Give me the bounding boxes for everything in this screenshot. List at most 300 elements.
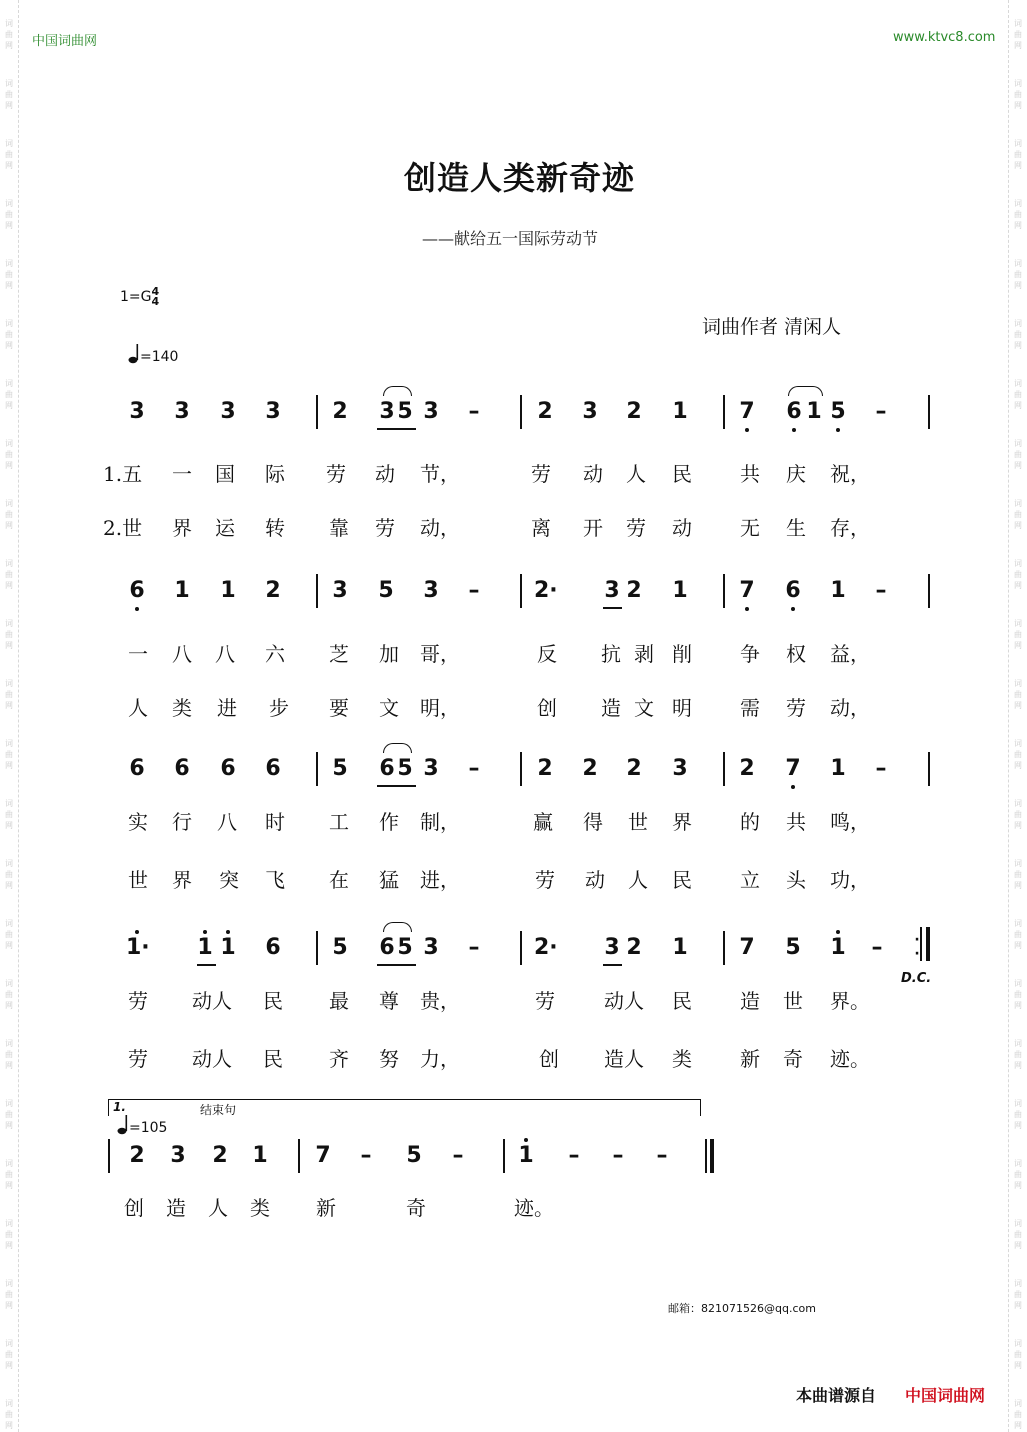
bar-line xyxy=(723,931,725,965)
lyric-verse1: 劳 xyxy=(128,989,148,1013)
note: 6 xyxy=(783,398,805,426)
lyric-verse1: 行 xyxy=(172,810,192,834)
note: 5 xyxy=(827,398,849,426)
note: 1 xyxy=(174,578,190,603)
note: – xyxy=(568,1143,580,1168)
bar-line xyxy=(520,752,522,786)
note-underline xyxy=(377,785,416,787)
note: 2 xyxy=(626,578,642,603)
lyric-verse1: 剥 xyxy=(634,642,654,666)
lyric-ending: 新 xyxy=(316,1196,336,1220)
footer-source-site[interactable]: 中国词曲网 xyxy=(905,1386,986,1405)
lyric-verse2: 2.世 xyxy=(103,516,143,540)
note: – xyxy=(452,1143,464,1168)
lyric-verse2: 劳 xyxy=(375,516,395,540)
watermark-stamp: 词 曲 网 xyxy=(5,679,13,710)
watermark-stamp: 词 曲 网 xyxy=(1014,1279,1022,1310)
watermark-stamp: 词 曲 网 xyxy=(1014,499,1022,530)
bar-line xyxy=(316,931,318,965)
lyric-verse1: 祝， xyxy=(830,462,870,486)
note: 1 xyxy=(220,578,236,603)
lyric-verse1: 工 xyxy=(329,810,349,834)
note: 7 xyxy=(736,398,758,426)
watermark-stamp: 词 曲 网 xyxy=(5,1219,13,1250)
note: 2 xyxy=(265,578,281,603)
watermark-stamp: 词 曲 网 xyxy=(1014,739,1022,770)
lyric-verse2: 存， xyxy=(830,516,870,540)
slur xyxy=(383,743,412,753)
note: – xyxy=(468,399,480,424)
note: 7 xyxy=(782,755,804,783)
volta-number: 1. xyxy=(113,1100,126,1114)
watermark-stamp: 词 曲 网 xyxy=(5,559,13,590)
note-underline xyxy=(197,964,216,966)
lyric-verse2: 运 xyxy=(215,516,235,540)
note: – xyxy=(875,399,887,424)
lyric-verse2: 明， xyxy=(420,696,460,720)
note: 6 xyxy=(265,756,281,781)
repeat-dot: · xyxy=(914,932,920,948)
lyric-verse2: 需 xyxy=(740,696,760,720)
time-sig-top: 4 xyxy=(151,285,160,298)
song-title: 创造人类新奇迹 xyxy=(404,159,636,197)
lyric-verse2: 立 xyxy=(740,868,760,892)
lyric-verse1: 争 xyxy=(740,642,760,666)
watermark-stamp: 词 曲 网 xyxy=(1014,1159,1022,1190)
bar-line xyxy=(705,1139,707,1173)
tempo-marking xyxy=(128,343,178,365)
lyric-verse1: 最 xyxy=(329,989,349,1013)
lyric-verse2: 转 xyxy=(265,516,285,540)
note: 5 xyxy=(332,935,348,960)
note: 1 xyxy=(217,934,239,962)
lyric-verse2: 进， xyxy=(420,868,460,892)
lyric-verse2: 造人 xyxy=(604,1047,644,1071)
bar-line xyxy=(316,752,318,786)
lyric-verse1: 世 xyxy=(783,989,803,1013)
watermark-stamp: 词 曲 网 xyxy=(5,499,13,530)
watermark-stamp: 词 曲 网 xyxy=(5,259,13,290)
lyric-verse2: 头 xyxy=(786,868,806,892)
watermark-stamp: 词 曲 网 xyxy=(5,1339,13,1370)
footer-source-label: 本曲谱源自 xyxy=(796,1386,877,1405)
lyric-verse1: 制， xyxy=(420,810,460,834)
note: 3 xyxy=(379,399,395,424)
time-sig-bottom: 4 xyxy=(151,295,160,308)
note: – xyxy=(468,935,480,960)
lyric-verse1: 八 xyxy=(217,810,237,834)
lyric-verse1: 一 xyxy=(172,462,192,486)
lyric-verse1: 世 xyxy=(628,810,648,834)
lyric-verse2: 劳 xyxy=(128,1047,148,1071)
watermark-stamp: 词 曲 网 xyxy=(5,439,13,470)
lyric-ending: 造 xyxy=(166,1196,186,1220)
lyric-verse1: 哥， xyxy=(420,642,460,666)
watermark-stamp: 词 曲 网 xyxy=(5,739,13,770)
note: 5 xyxy=(785,935,801,960)
watermark-stamp: 词 曲 网 xyxy=(1014,919,1022,950)
lyric-verse2: 人 xyxy=(628,868,648,892)
lyric-verse2: 努 xyxy=(379,1047,399,1071)
watermark-stamp: 词 曲 网 xyxy=(1014,1339,1022,1370)
note: 6 xyxy=(379,935,395,960)
lyric-verse1: 动 xyxy=(375,462,395,486)
quarter-note-icon xyxy=(117,1114,129,1136)
lyric-ending: 奇 xyxy=(406,1196,426,1220)
watermark-stamp: 词 曲 网 xyxy=(1014,1399,1022,1430)
watermark-stamp: 词 曲 网 xyxy=(5,859,13,890)
lyric-verse1: 加 xyxy=(379,642,399,666)
lyric-verse1: 际 xyxy=(265,462,285,486)
bar-line xyxy=(723,395,725,429)
note: – xyxy=(468,756,480,781)
watermark-stamp: 词 曲 网 xyxy=(1014,439,1022,470)
note: 7 xyxy=(736,577,758,605)
note: 1 xyxy=(827,934,849,962)
watermark-stamp: 词 曲 网 xyxy=(5,1279,13,1310)
lyric-verse2: 文 xyxy=(634,696,654,720)
note: 2 xyxy=(626,756,642,781)
note: 2 xyxy=(537,399,553,424)
note: 6 xyxy=(265,935,281,960)
bar-line xyxy=(316,395,318,429)
lyric-verse2: 动 xyxy=(585,868,605,892)
note: 2 xyxy=(537,756,553,781)
lyric-verse1: 权 xyxy=(786,642,806,666)
watermark-stamp: 词 曲 网 xyxy=(5,199,13,230)
bar-line xyxy=(928,574,930,608)
watermark-stamp: 词 曲 网 xyxy=(1014,559,1022,590)
key-signature xyxy=(120,287,159,307)
note: 1 xyxy=(672,935,688,960)
lyric-verse1: 八 xyxy=(172,642,192,666)
note: 3 xyxy=(170,1143,186,1168)
note: 5 xyxy=(397,756,413,781)
lyric-verse1: 实 xyxy=(128,810,148,834)
note: 3 xyxy=(423,756,439,781)
note: 1 xyxy=(830,756,846,781)
note: 2 xyxy=(626,399,642,424)
note: 6 xyxy=(129,756,145,781)
lyric-verse1: 劳 xyxy=(535,989,555,1013)
note: 6 xyxy=(379,756,395,781)
note: 2 xyxy=(582,756,598,781)
watermark-stamp: 词 曲 网 xyxy=(1014,679,1022,710)
lyric-verse1: 贵， xyxy=(420,989,460,1013)
note: 5 xyxy=(406,1143,422,1168)
watermark-stamp: 词 曲 网 xyxy=(1014,199,1022,230)
lyric-verse1: 六 xyxy=(265,642,285,666)
watermark-stamp: 词 曲 网 xyxy=(5,619,13,650)
lyric-verse2: 齐 xyxy=(329,1047,349,1071)
lyric-verse2: 创 xyxy=(537,696,557,720)
watermark-stamp: 词 曲 网 xyxy=(5,19,13,50)
lyric-verse1: 八 xyxy=(215,642,235,666)
watermark-stamp: 词 曲 网 xyxy=(1014,1099,1022,1130)
note: 2 xyxy=(739,756,755,781)
lyric-verse1: 劳 xyxy=(326,462,346,486)
note: 2 xyxy=(129,1143,145,1168)
lyric-verse1: 民 xyxy=(672,462,692,486)
bar-line xyxy=(928,395,930,429)
note: 3 xyxy=(332,578,348,603)
note: – xyxy=(875,578,887,603)
lyric-verse2: 明 xyxy=(672,696,692,720)
note: 3 xyxy=(129,399,145,424)
lyric-verse2: 迹。 xyxy=(830,1047,870,1071)
note: – xyxy=(468,578,480,603)
watermark-stamp: 词 曲 网 xyxy=(1014,379,1022,410)
note: 2 xyxy=(626,935,642,960)
note: 5 xyxy=(332,756,348,781)
bar-line xyxy=(723,752,725,786)
lyric-verse1: 益， xyxy=(830,642,870,666)
note: 7 xyxy=(739,935,755,960)
watermark-stamp: 词 曲 网 xyxy=(5,1039,13,1070)
lyric-verse2: 飞 xyxy=(265,868,285,892)
bar-line xyxy=(723,574,725,608)
note: 6 xyxy=(126,577,148,605)
lyric-verse1: 芝 xyxy=(329,642,349,666)
slur xyxy=(383,922,412,932)
lyric-verse2: 类 xyxy=(172,696,192,720)
lyric-verse1: 人 xyxy=(626,462,646,486)
bar-line xyxy=(520,574,522,608)
lyric-verse2: 奇 xyxy=(783,1047,803,1071)
note-underline xyxy=(603,964,622,966)
lyric-verse2: 靠 xyxy=(329,516,349,540)
lyric-verse2: 开 xyxy=(583,516,603,540)
bar-line xyxy=(298,1139,300,1173)
lyric-verse2: 在 xyxy=(329,868,349,892)
note: 3 xyxy=(582,399,598,424)
watermark-stamp: 词 曲 网 xyxy=(5,139,13,170)
lyric-verse1: 民 xyxy=(672,989,692,1013)
watermark-stamp: 词 曲 网 xyxy=(5,1159,13,1190)
watermark-stamp: 词 曲 网 xyxy=(1014,799,1022,830)
bar-line xyxy=(520,395,522,429)
note: 1 xyxy=(252,1143,268,1168)
lyric-verse2: 动 xyxy=(672,516,692,540)
lyric-verse2: 民 xyxy=(263,1047,283,1071)
lyric-verse2: 步 xyxy=(269,696,289,720)
watermark-stamp: 词 曲 网 xyxy=(1014,139,1022,170)
lyric-verse2: 无 xyxy=(740,516,760,540)
note: 2· xyxy=(534,935,558,960)
lyric-verse2: 动， xyxy=(420,516,460,540)
note: 1 xyxy=(806,399,822,424)
note: 2· xyxy=(534,578,558,603)
note: 5 xyxy=(397,399,413,424)
note: 1· xyxy=(126,935,150,960)
lyric-verse1: 动人 xyxy=(604,989,644,1013)
lyric-verse1: 反 xyxy=(537,642,557,666)
watermark-stamp: 词 曲 网 xyxy=(5,799,13,830)
lyric-verse1: 鸣， xyxy=(830,810,870,834)
lyric-verse1: 界。 xyxy=(830,989,870,1013)
lyric-verse2: 动， xyxy=(830,696,870,720)
note: – xyxy=(360,1143,372,1168)
dc-marking: D.C. xyxy=(901,971,932,986)
lyric-verse1: 界 xyxy=(672,810,692,834)
note: – xyxy=(875,756,887,781)
lyric-verse1: 时 xyxy=(265,810,285,834)
lyric-verse1: 作 xyxy=(379,810,399,834)
watermark-stamp: 词 曲 网 xyxy=(5,379,13,410)
lyric-verse2: 创 xyxy=(539,1047,559,1071)
watermark-stamp: 词 曲 网 xyxy=(1014,979,1022,1010)
bar-line xyxy=(928,752,930,786)
watermark-stamp: 词 曲 网 xyxy=(5,919,13,950)
note: 2 xyxy=(212,1143,228,1168)
note: 1 xyxy=(194,934,216,962)
lyric-verse1: 抗 xyxy=(601,642,621,666)
lyric-verse2: 人 xyxy=(128,696,148,720)
lyric-verse1: 共 xyxy=(740,462,760,486)
note-underline xyxy=(377,964,416,966)
note: 3 xyxy=(423,935,439,960)
lyric-verse1: 庆 xyxy=(786,462,806,486)
ending-label: 结束句 xyxy=(200,1103,237,1117)
note: 1 xyxy=(515,1142,537,1170)
lyric-verse2: 功， xyxy=(830,868,870,892)
lyric-verse1: 造 xyxy=(740,989,760,1013)
header-site-left[interactable]: 中国词曲网 xyxy=(32,34,98,49)
note: – xyxy=(871,935,883,960)
lyric-verse1: 尊 xyxy=(379,989,399,1013)
note: 6 xyxy=(220,756,236,781)
watermark-stamp: 词 曲 网 xyxy=(5,1399,13,1430)
lyric-verse2: 劳 xyxy=(535,868,555,892)
lyric-ending: 创 xyxy=(124,1196,144,1220)
lyric-verse1: 1.五 xyxy=(103,462,143,486)
lyric-verse2: 力， xyxy=(420,1047,460,1071)
bar-line xyxy=(316,574,318,608)
note: 3 xyxy=(423,399,439,424)
lyric-verse1: 得 xyxy=(583,810,603,834)
tempo-text: =140 xyxy=(140,349,179,365)
time-signature xyxy=(152,287,160,307)
left-margin xyxy=(0,0,19,1432)
lyric-verse2: 离 xyxy=(531,516,551,540)
email: 邮箱：821071526@qq.com xyxy=(668,1302,816,1315)
note: 3 xyxy=(174,399,190,424)
note: – xyxy=(656,1143,668,1168)
lyric-verse2: 类 xyxy=(672,1047,692,1071)
note: 1 xyxy=(672,399,688,424)
lyric-verse1: 劳 xyxy=(531,462,551,486)
lyric-verse2: 文 xyxy=(379,696,399,720)
lyric-verse2: 民 xyxy=(672,868,692,892)
bar-line xyxy=(108,1139,110,1173)
bar-line xyxy=(520,931,522,965)
note: 3 xyxy=(604,578,620,603)
note-underline xyxy=(603,607,622,609)
watermark-stamp: 词 曲 网 xyxy=(1014,1219,1022,1250)
lyric-verse2: 界 xyxy=(172,868,192,892)
lyric-ending: 类 xyxy=(250,1196,270,1220)
watermark-stamp: 词 曲 网 xyxy=(1014,859,1022,890)
quarter-note-icon xyxy=(128,343,140,365)
note: 5 xyxy=(397,935,413,960)
volta-bracket xyxy=(108,1099,701,1116)
lyric-verse2: 世 xyxy=(128,868,148,892)
note: 2 xyxy=(332,399,348,424)
lyric-verse1: 动 xyxy=(583,462,603,486)
ending-tempo-text: =105 xyxy=(129,1120,168,1136)
lyric-verse2: 新 xyxy=(740,1047,760,1071)
bar-line xyxy=(503,1139,505,1173)
lyric-verse2: 劳 xyxy=(626,516,646,540)
watermark-stamp: 词 曲 网 xyxy=(1014,619,1022,650)
watermark-stamp: 词 曲 网 xyxy=(1014,319,1022,350)
note: – xyxy=(612,1143,624,1168)
watermark-stamp: 词 曲 网 xyxy=(5,79,13,110)
lyric-verse2: 动人 xyxy=(192,1047,232,1071)
ending-tempo xyxy=(117,1114,167,1136)
lyric-verse1: 国 xyxy=(215,462,235,486)
watermark-stamp: 词 曲 网 xyxy=(1014,19,1022,50)
note: 6 xyxy=(782,577,804,605)
lyric-verse1: 节， xyxy=(420,462,460,486)
lyric-verse1: 民 xyxy=(263,989,283,1013)
watermark-stamp: 词 曲 网 xyxy=(5,319,13,350)
watermark-stamp: 词 曲 网 xyxy=(1014,1039,1022,1070)
lyric-verse1: 一 xyxy=(128,642,148,666)
note: 1 xyxy=(830,578,846,603)
watermark-stamp: 词 曲 网 xyxy=(5,1099,13,1130)
lyric-ending: 迹。 xyxy=(514,1196,554,1220)
lyric-verse1: 的 xyxy=(740,810,760,834)
note: 3 xyxy=(265,399,281,424)
lyric-verse2: 造 xyxy=(601,696,621,720)
lyric-verse2: 劳 xyxy=(786,696,806,720)
lyric-verse2: 猛 xyxy=(379,868,399,892)
composer: 词曲作者 清闲人 xyxy=(702,316,842,338)
note: 7 xyxy=(315,1143,331,1168)
repeat-dot: · xyxy=(914,946,920,962)
lyric-verse2: 要 xyxy=(329,696,349,720)
lyric-verse1: 削 xyxy=(672,642,692,666)
key-text: 1=G xyxy=(120,289,152,305)
watermark-stamp: 词 曲 网 xyxy=(1014,259,1022,290)
lyric-verse2: 生 xyxy=(786,516,806,540)
header-site-right[interactable]: www.ktvc8.com xyxy=(893,30,996,45)
watermark-stamp: 词 曲 网 xyxy=(1014,79,1022,110)
note: 3 xyxy=(423,578,439,603)
lyric-verse2: 突 xyxy=(219,868,239,892)
slur xyxy=(383,386,412,396)
lyric-verse1: 共 xyxy=(786,810,806,834)
note: 5 xyxy=(378,578,394,603)
note: 1 xyxy=(672,578,688,603)
lyric-ending: 人 xyxy=(208,1196,228,1220)
watermark-stamp: 词 曲 网 xyxy=(5,979,13,1010)
note: 3 xyxy=(220,399,236,424)
note: 3 xyxy=(672,756,688,781)
lyric-verse1: 动人 xyxy=(192,989,232,1013)
lyric-verse2: 进 xyxy=(217,696,237,720)
final-barline-thick xyxy=(710,1139,714,1173)
lyric-verse1: 赢 xyxy=(533,810,553,834)
note-underline xyxy=(377,428,416,430)
note: 3 xyxy=(604,935,620,960)
note: 6 xyxy=(174,756,190,781)
right-margin xyxy=(1008,0,1027,1432)
slur xyxy=(788,386,823,396)
lyric-verse2: 界 xyxy=(172,516,192,540)
song-subtitle: ——献给五一国际劳动节 xyxy=(422,229,599,248)
